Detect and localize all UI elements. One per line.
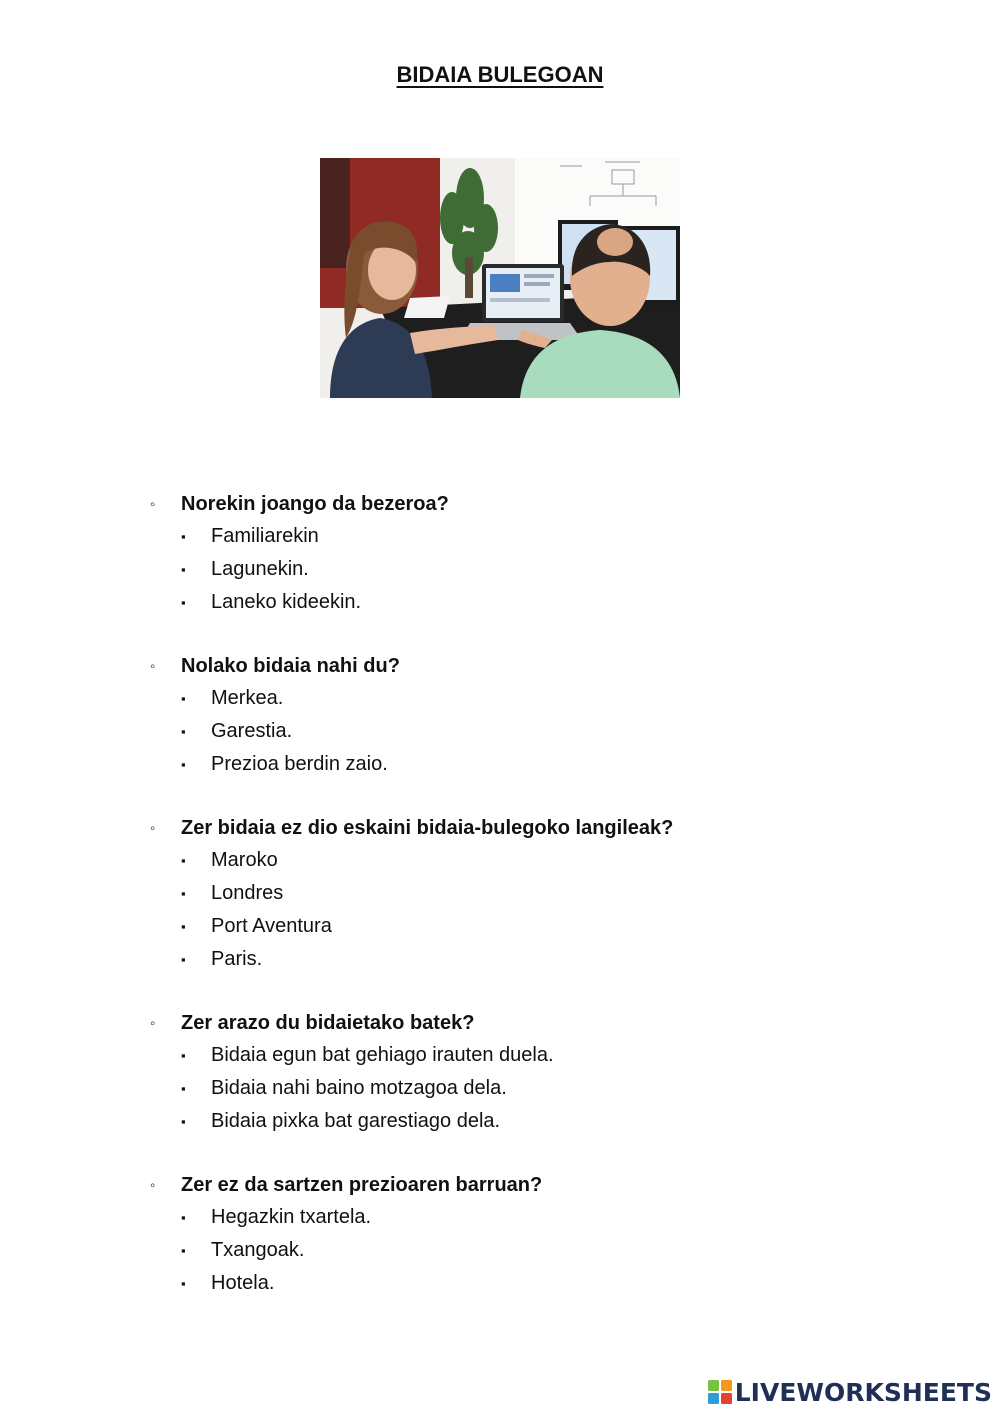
page-title: BIDAIA BULEGOAN — [396, 62, 604, 87]
square-bullet-icon: ▪ — [181, 853, 186, 868]
square-bullet-icon: ▪ — [181, 1276, 186, 1291]
answer-option[interactable] — [150, 748, 910, 781]
answer-option[interactable] — [150, 910, 910, 943]
liveworksheets-logo-text: LIVEWORKSHEETS — [734, 1377, 992, 1407]
square-bullet-icon: ▪ — [181, 1048, 186, 1063]
square-bullet-icon: ▪ — [181, 1114, 186, 1129]
square-bullet-icon: ▪ — [181, 757, 186, 772]
hollow-bullet-icon: ◦ — [150, 657, 156, 675]
square-bullet-icon: ▪ — [181, 952, 186, 967]
answer-option[interactable] — [150, 682, 910, 715]
square-bullet-icon: ▪ — [181, 1210, 186, 1225]
answer-option-text: Laneko kideekin. — [211, 591, 362, 613]
question-text: Norekin joango da bezeroa? — [181, 492, 449, 515]
question-text: Nolako bidaia nahi du? — [181, 654, 400, 677]
liveworksheets-logo-icon — [707, 1379, 733, 1405]
answer-option-text: Bidaia pixka bat garestiago dela. — [211, 1110, 501, 1132]
answer-option[interactable] — [150, 586, 910, 619]
answer-option-text: Londres — [211, 882, 284, 904]
answer-option-text: Garestia. — [211, 720, 293, 742]
square-bullet-icon: ▪ — [181, 562, 186, 577]
square-bullet-icon: ▪ — [181, 595, 186, 610]
question-2 — [150, 650, 910, 781]
answer-option[interactable] — [150, 1201, 910, 1234]
answer-option[interactable] — [150, 715, 910, 748]
question-5 — [150, 1169, 910, 1300]
answer-option[interactable] — [150, 1072, 910, 1105]
office-photo-illustration — [320, 158, 680, 398]
answer-option[interactable] — [150, 1234, 910, 1267]
hollow-bullet-icon: ◦ — [150, 819, 156, 837]
square-bullet-icon: ▪ — [181, 691, 186, 706]
square-bullet-icon: ▪ — [181, 886, 186, 901]
answer-option[interactable] — [150, 520, 910, 553]
square-bullet-icon: ▪ — [181, 1243, 186, 1258]
question-text: Zer arazo du bidaietako batek? — [181, 1011, 475, 1034]
square-bullet-icon: ▪ — [181, 529, 186, 544]
hollow-bullet-icon: ◦ — [150, 1014, 156, 1032]
answer-option[interactable] — [150, 877, 910, 910]
answer-option-text: Bidaia egun bat gehiago irauten duela. — [211, 1044, 554, 1066]
answer-option-text: Hegazkin txartela. — [211, 1206, 372, 1228]
hollow-bullet-icon: ◦ — [150, 1176, 156, 1194]
hollow-bullet-icon: ◦ — [150, 495, 156, 513]
square-bullet-icon: ▪ — [181, 1081, 186, 1096]
answer-option-text: Familiarekin — [211, 525, 319, 547]
answer-option-text: Maroko — [211, 849, 278, 871]
answer-option-text: Bidaia nahi baino motzagoa dela. — [211, 1077, 507, 1099]
answer-option[interactable] — [150, 1105, 910, 1138]
question-list — [150, 488, 910, 1331]
office-photo — [320, 158, 680, 398]
square-bullet-icon: ▪ — [181, 919, 186, 934]
square-bullet-icon: ▪ — [181, 724, 186, 739]
answer-option-text: Port Aventura — [211, 915, 332, 937]
question-3 — [150, 812, 910, 976]
answer-option-text: Txangoak. — [211, 1239, 305, 1261]
question-text: Zer bidaia ez dio eskaini bidaia-bulegoko langileak? — [181, 816, 674, 839]
question-4 — [150, 1007, 910, 1138]
answer-option-text: Lagunekin. — [211, 558, 309, 580]
answer-option[interactable] — [150, 553, 910, 586]
answer-option[interactable] — [150, 1267, 910, 1300]
answer-option-text: Hotela. — [211, 1272, 275, 1294]
liveworksheets-logo[interactable] — [707, 1377, 992, 1407]
question-text: Zer ez da sartzen prezioaren barruan? — [181, 1173, 543, 1196]
answer-option-text: Paris. — [211, 948, 263, 970]
answer-option-text: Merkea. — [211, 687, 284, 709]
question-1 — [150, 488, 910, 619]
answer-option[interactable] — [150, 943, 910, 976]
answer-option[interactable] — [150, 844, 910, 877]
answer-option-text: Prezioa berdin zaio. — [211, 753, 388, 775]
answer-option[interactable] — [150, 1039, 910, 1072]
